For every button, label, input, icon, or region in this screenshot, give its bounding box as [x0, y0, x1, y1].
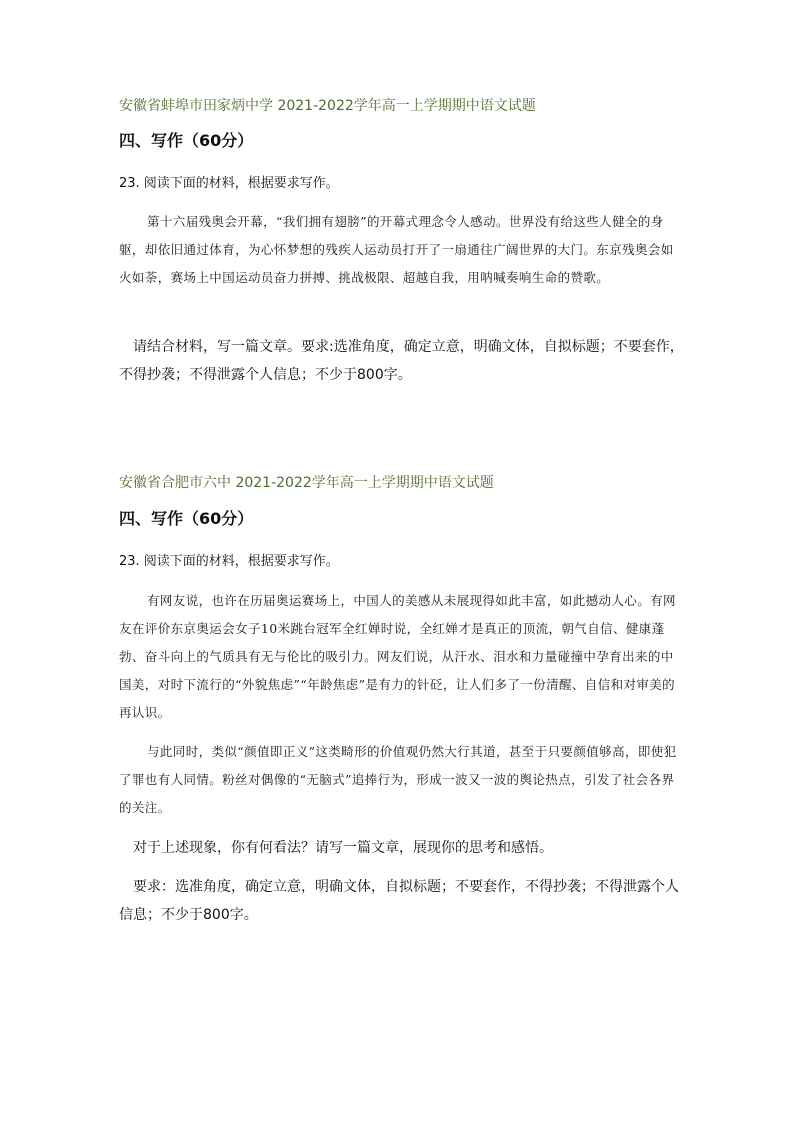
- material-paragraph: 与此同时，类似“颜值即正义”这类畸形的价值观仍然大行其道，甚至于只要颜值够高，即使犯了罪也有人同情。粉丝对偶像的“无脑式”追捧行为，形成一波又一波的舆论热点，引发了社会各界的关注。: [119, 744, 677, 815]
- source-title: 安徽省蚌埠市田家炳中学 2021-2022学年高一上学期期中语文试题: [119, 98, 536, 114]
- question-prompt: 23. 阅读下面的材料，根据要求写作。: [119, 554, 339, 569]
- question-prompt: 23. 阅读下面的材料，根据要求写作。: [119, 176, 339, 191]
- material-paragraph: 第十六届残奥会开幕，“我们拥有翅膀”的开幕式理念令人感动。世界没有给这些人健全的身躯，却依旧通过体育，为心怀梦想的残疾人运动员打开了一扇通往广阔世界的大门。东京残奥会如火如荼，赛场上中国运动员奋力拼搏、挑战极限、超越自我，用呐喊奏响生命的赞歌。: [119, 214, 674, 285]
- source-title: 安徽省合肥市六中 2021-2022学年高一上学期期中语文试题: [119, 475, 494, 491]
- writing-prompt: 对于上述现象，你有何看法？请写一篇文章，展现你的思考和感悟。: [133, 840, 553, 856]
- section-heading: 四、写作（60分）: [119, 509, 254, 528]
- writing-requirement: 请结合材料，写一篇文章。要求:选准角度，确定立意，明确文体，自拟标题；不要套作，不得抄袭；不得泄露个人信息；不少于800字。: [119, 339, 684, 383]
- writing-requirement: 要求：选准角度，确定立意，明确文体，自拟标题；不要套作，不得抄袭；不得泄露个人信息；不少于800字。: [119, 879, 679, 923]
- section-heading: 四、写作（60分）: [119, 131, 254, 150]
- material-paragraph: 有网友说，也许在历届奥运赛场上，中国人的美感从未展现得如此丰富，如此撼动人心。有网友在评价东京奥运会女子10米跳台冠军全红婵时说，全红婵才是真正的顶流，朝气自信、健康蓬勃、奋斗向上的气质具有无与伦比的吸引力。网友们说，从汗水、泪水和力量碰撞中孕育出来的中国美，对时下流行的“外貌焦虑”“年龄焦虑”是有力的针砭，让人们多了一份清醒、自信和对审美的再认识。: [119, 593, 676, 720]
